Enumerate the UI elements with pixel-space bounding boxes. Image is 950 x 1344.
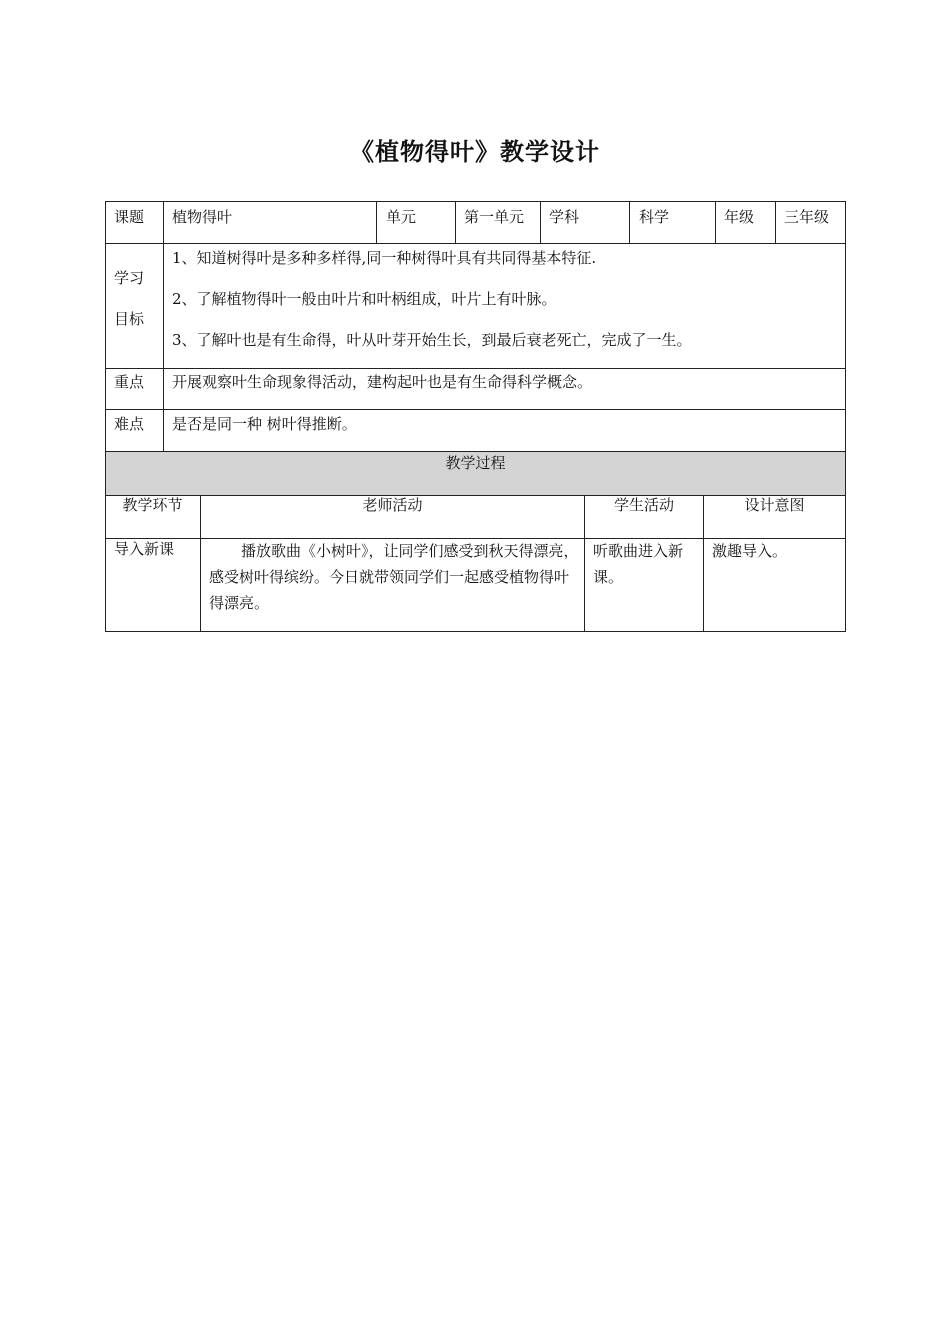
student-activity-cell: 听歌曲进入新课。 xyxy=(593,542,684,586)
process-heading: 教学过程 xyxy=(445,454,506,472)
subject-value: 科学 xyxy=(639,208,670,226)
difficulty-label: 难点 xyxy=(114,415,145,433)
grade-value: 三年级 xyxy=(784,208,830,226)
difficulty-value: 是否是同一种 树叶得推断。 xyxy=(172,415,357,433)
key-point-value: 开展观察叶生命现象得活动，建构起叶也是有生命得科学概念。 xyxy=(172,373,593,391)
topic-label: 课题 xyxy=(114,208,145,226)
column-header-teacher: 老师活动 xyxy=(362,496,423,514)
objective-item: 2、了解植物得叶一般由叶片和叶柄组成，叶片上有叶脉。 xyxy=(172,290,557,308)
key-point-label: 重点 xyxy=(114,373,145,391)
subject-label: 学科 xyxy=(549,208,580,226)
objectives-label-line1: 学习 xyxy=(114,269,145,287)
column-header-stage: 教学环节 xyxy=(122,496,183,514)
grade-label: 年级 xyxy=(724,208,755,226)
design-intent-cell: 激趣导入。 xyxy=(712,542,788,560)
unit-value: 第一单元 xyxy=(464,208,525,226)
unit-label: 单元 xyxy=(386,208,417,226)
teacher-activity-cell: 播放歌曲《小树叶》，让同学们感受到秋天得漂亮，感受树叶得缤纷。今日就带领同学们一起感受植物得叶得漂亮。 xyxy=(209,542,579,612)
page-title: 《植物得叶》教学设计 xyxy=(350,138,600,166)
column-header-intent: 设计意图 xyxy=(744,496,805,514)
stage-cell: 导入新课 xyxy=(114,540,175,558)
objectives-label-line2: 目标 xyxy=(114,310,145,328)
objective-item: 1、知道树得叶是多种多样得,同一种树得叶具有共同得基本特征. xyxy=(172,249,597,267)
column-header-student: 学生活动 xyxy=(613,496,674,514)
objective-item: 3、了解叶也是有生命得，叶从叶芽开始生长，到最后衰老死亡，完成了一生。 xyxy=(172,331,692,349)
topic-value: 植物得叶 xyxy=(172,208,233,226)
